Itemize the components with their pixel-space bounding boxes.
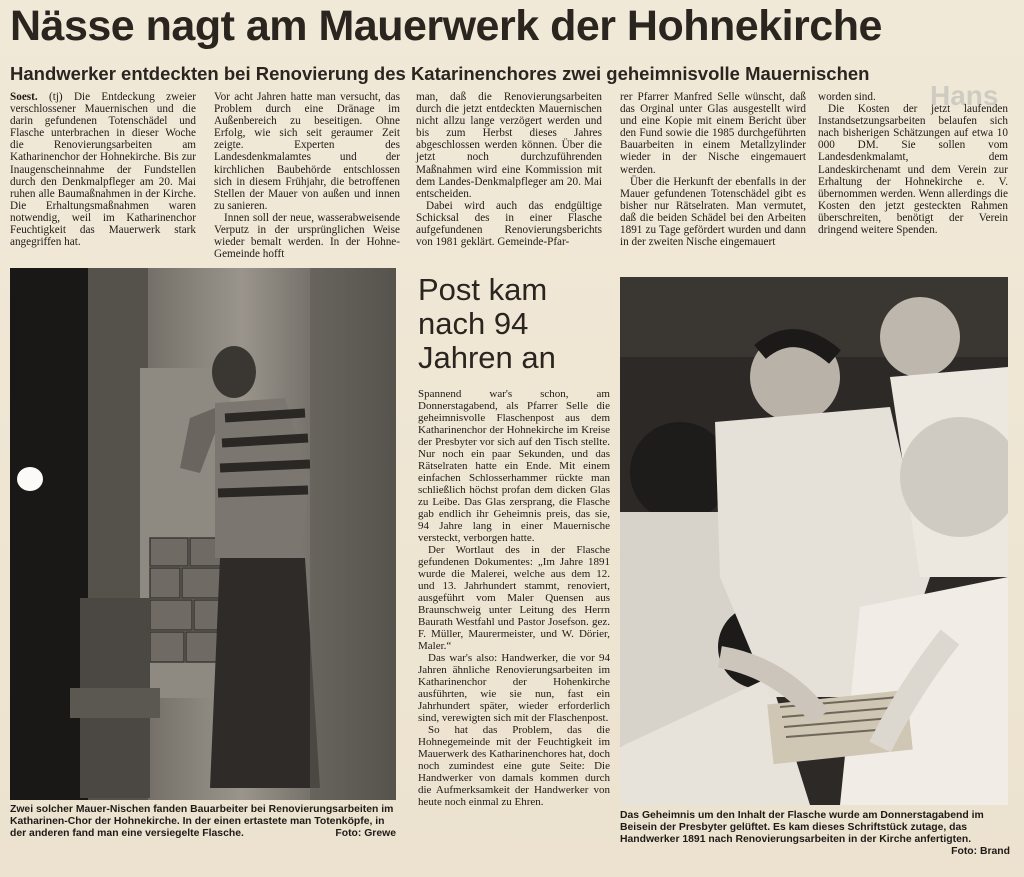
paragraph: Das war's also: Handwerker, die vor 94 Jahren ähnliche Renovierungsarbeiten im Katharinenchor der Hohenkirche ausführten, wie sie nun, fast ein Jahrhundert später, wieder erforderlich sind, verewigten sich mit der Flaschenpost.: [418, 652, 610, 724]
bleed-through-text: Hans: [930, 80, 999, 110]
paragraph: Dabei wird auch das endgültige Schicksal des in einer Flasche aufgefundenen Renovierungsberichts von 1981 geklärt. Gemeinde-Pfar-: [416, 199, 602, 249]
photo-flaschenpost-image: [620, 277, 1008, 805]
paragraph: Spannend war's schon, am Donnerstagabend, als Pfarrer Selle die geheimnisvolle Flaschenpost aus dem Katharinenchor der Hohnekirche im Kreise der Presbyter vor sich auf den Tisch stellte. Nur noch ein paar Sekunden, und das Rätselraten hatte ein Ende. Mit einem einfachen Schlosserhammer rückte man schließlich höchst profan dem dicken Glas zu Leibe. Das Glas zersprang, die Flasche gab endlich ihr Geheimnis preis, das sie, 94 Jahre lang in einer Mauernische versteckt, verborgen hatte.: [418, 388, 610, 544]
caption-text: Das Geheimnis um den Inhalt der Flasche wurde am Donnerstagabend im Beisein der Presbyter gelüftet. Es kam dieses Schriftstück zutage, das Handwerker 1891 nach Renovierungsarbeiten in der Kirche anfertigten.: [620, 810, 984, 845]
photo-mauernische: [10, 268, 396, 800]
article-column-2: [214, 91, 400, 260]
paragraph: man, daß die Renovierungsarbeiten durch die jetzt entdeckten Mauernischen nicht allzu lange verzögert werden und bis zum Herbst dieses Jahres abgeschlossen werden können. Über die jetzt noch durchzuführenden Maßnahmen wird eine Kommission mit dem Landes-Denkmalpfleger am 20. Mai entscheiden.: [416, 91, 602, 200]
paragraph: Über die Herkunft der ebenfalls in der Mauer gefundenen Totenschädel gibt es bisher nur Rätselraten. Man vermutet, daß die beiden Schädel bei den Arbeiten 1891 zu Tage gefördert wurden und dann in der zweiten Nische eingemauert: [620, 175, 806, 249]
paragraph: Innen soll der neue, wasserabweisende Verputz in der ursprünglichen Weise wieder bemalt werden. In der Hohne-Gemeinde hofft: [214, 211, 400, 261]
paragraph: worden sind.: [818, 91, 876, 103]
paragraph: Die Kosten der jetzt laufenden Instandsetzungsarbeiten belaufen sich nach bisherigen Schätzungen auf etwa 10 000 DM. Sie sollen vom Landesdenkmalamt, dem Landeskirchenamt und dem Verein zur Erhaltung der Hohnekirche e. V. übernommen werden. Wenn allerdings die Kosten den jetzt gesteckten Rahmen überschreiten, benötigt der Verein dringend weitere Spenden.: [818, 103, 1008, 237]
sidebar-headline: Post kam nach 94 Jahren an: [418, 272, 556, 375]
photo-credit: Foto: Grewe: [335, 828, 396, 839]
paragraph: rer Pfarrer Manfred Selle wünscht, daß das Orginal unter Glas ausgestellt wird und eine Kopie mit einem Bericht über den Fund sowie die 1985 durchgeführten Bauarbeiten in einem Metallzylinder wieder in der Nische eingemauert werden.: [620, 91, 806, 176]
column-text: (tj) Die Entdeckung zweier verschlossener Mauernischen und die darin gefundenen Totenschädel und Flasche unterbrachen in dieser Woche die Renovierungsarbeiten am Katharinenchor der Hohnekirche. Bis zur Inaugenscheinnahme der Fundstellen durch den Denkmalpfleger am 20. Mai ruhen alle Baumaßnahmen in der Kirche. Die Erhaltungsmaßnahmen waren notwendig, weil im Katharinenchor Feuchtigkeit das Mauerwerk stark angegriffen hat.: [10, 91, 196, 249]
dateline: Soest.: [10, 91, 38, 103]
article-column-3: [416, 91, 602, 248]
punch-hole: [17, 467, 43, 491]
photo-mauernische-image: [10, 268, 396, 800]
photo-credit: Foto: Brand: [951, 846, 1010, 857]
paragraph: Der Wortlaut des in der Flasche gefundenen Dokumentes: „Im Jahre 1891 wurde die Malerei, welche aus dem 12. und 13. Jahrhundert stammt, renoviert, ausgeführt vom Maler Quensen aus Braunschweig unter Leitung des Herrn Baurath Westfahl und Pastor Josefson. gez. F. Müller, Maurermeister, und W. Dörier, Maler.“: [418, 544, 610, 652]
article-column-1: [10, 91, 196, 248]
caption-text: Zwei solcher Mauer-Nischen fanden Bauarbeiter bei Renovierungsarbeiten im Katharinen-Chor der Hohnekirche. In der einen ertastete man Totenköpfe, in der anderen fand man eine versiegelte Flasche.: [10, 804, 394, 839]
photo-caption-left: [10, 804, 396, 840]
paragraph: So hat das Problem, das die Hohnegemeinde mit der Feuchtigkeit im Mauerwerk des Katharinenchores hat, doch noch zumindest eine gute Seite: Die Handwerker von damals kommen durch die Aufmerksamkeit der Handwerker von heute noch einmal zu Ehren.: [418, 724, 610, 808]
article-column-5: [818, 91, 1008, 236]
headline: Nässe nagt am Mauerwerk der Hohnekirche: [10, 2, 882, 50]
photo-caption-right: [620, 810, 1010, 858]
sidebar-story-text: [418, 388, 610, 808]
subheadline: Handwerker entdeckten bei Renovierung des Katarinenchores zwei geheimnisvolle Mauernischen: [10, 63, 870, 84]
photo-flaschenpost: [620, 277, 1008, 805]
article-column-4: [620, 91, 806, 248]
paragraph: Vor acht Jahren hatte man versucht, das Problem durch eine Dränage im Außenbereich zu beseitigen. Ohne Erfolg, wie sich seit geraumer Zeit zeigte. Experten des Landesdenkmalamtes und der kirchlichen Baubehörde entschlossen sich in diesem Frühjahr, die betroffenen Stellen der Mauer von außen und innen zu sanieren.: [214, 91, 400, 212]
